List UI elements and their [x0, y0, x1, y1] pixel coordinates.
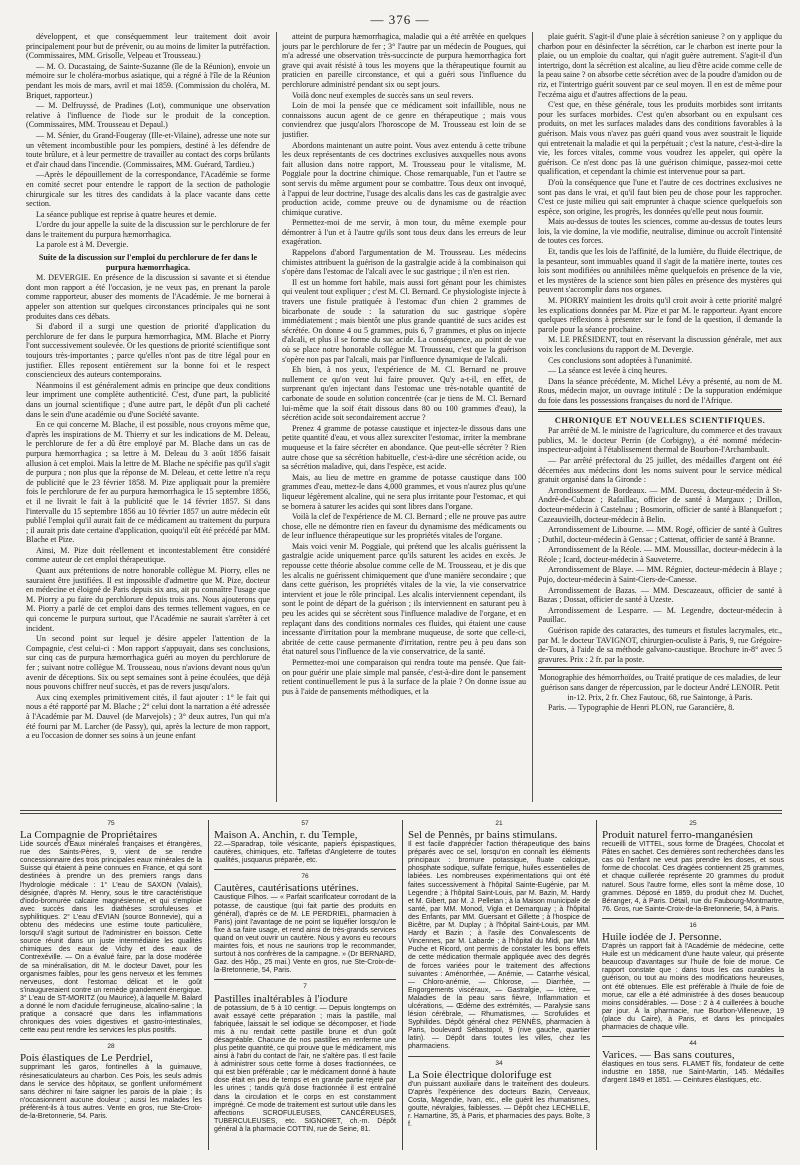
section-rule — [538, 667, 782, 670]
paragraph: Aux cinq exemples primitivement cités, il faut ajouter : 1° le fait qui nous a été rapporté par M. Blache ; 2° celui dont la narration a été adressée à l'Académie par M. Dauvel (de Marvejols) ; 3° deux autres, l'un qui m'a été fourni par M. Larcher (de Passy), qui, après la lecture de mon rapport, a eu l'occasion de donner ses soins à un jeune enfant — [26, 692, 270, 741]
column-divider — [276, 32, 277, 802]
ad-divider — [208, 820, 209, 1150]
paragraph: — M. Sénier, du Grand-Fougeray (Ille-et-Vilaine), adresse une note sur un vêtement incombustible pour les pompiers, destiné à les défendre de toute brûlure, et à leur permettre de travailler au contact des corps brûlants et d'air chaud dans l'incendie. (Commissaires, MM. Guérard, Tardieu.) — [26, 130, 270, 169]
advertisement — [214, 983, 396, 1134]
paragraph: Et, tandis que les lois de l'affinité, de la lumière, du fluide électrique, de la pesanteur, sont immuables quand il s'agit de la matière inerte, toutes ces lois sont modifiées ou annihilées même quelquefois en présence de la vie, et les mystères de la science sont bien pâles en présence des mystères qui peuvent s'accomplir dans nos organes. — [538, 247, 782, 295]
ad-separator — [408, 1056, 590, 1057]
ad-text: Il est facile d'apprécier l'action thérapeutique des bains préparés avec ce sel, lorsqu'on en connaît les éléments principaux : bromure potassique, fluate calcique, phosphate sodique, sulfate ferrique, huiles essentielles de labiées. Les nombreuses expérimentations qui ont été faites successivement à l'hôpital Sainte-Eugénie, par M. Legendre ; à l'hôpital Saint-Louis, par M. Bazin, M. Hardy et M. Gibert, par M. J. Pelletan ; à la Maison municipale de santé, par MM. Monod, Vigla et Demarquay ; à l'hôpital des Enfants, par MM. Guersant et Gillette ; à l'hospice de Bicêtre, par M. Duplay ; à l'hôpital Saint-Louis, par MM. Hardy et Bazin ; à l'asile des Convalescents de Vincennes, par M. Labarde ; à l'hôpital du Midi, par MM. Puche et Ricord, ont permis de constater les bons effets de cette médication thermale appliquée avec des degrés de forces variées pour le traitement des affections suivantes : Aménorrhée, — Anémie, — Catarrhe vésical, — Chloro-anémie, — Chlorose, — Diarrhée, — Engorgements viscéraux, — Gastralgie, — Ictère, — Maladies de la peau sans fièvre, Inflammation et ulcérations, — Œdème des extrémités, — Paralysie sans lésion cérébrale, — Rhumatismes, — Scrofulides et Syphilides. Dépôt général chez PENNÈS, pharmacien à Paris, boulevard Sébastopol, 9 (rive gauche, quartier latin). — Dépôt dans toutes les villes, chez les pharmaciens. — [408, 841, 590, 1051]
paragraph: Ces conclusions sont adoptées à l'unanimité. — [548, 355, 692, 365]
section-rule — [538, 409, 782, 412]
advertisement — [602, 1040, 784, 1085]
paragraph: Arrondissement de Bazas. — MM. Descazeaux, officier de santé à Bazas ; Dossat, officier de santé à Uzeste. — [538, 585, 782, 605]
ad-title: Pastilles inaltérables à l'iodure — [214, 992, 348, 1005]
ad-divider — [596, 820, 597, 1150]
paragraph: Arrondissement de Bordeaux. — MM. Ducesu, docteur-médecin à St-André-de-Cubzac ; Rafaillac, officier de santé à Margaux ; Drillon, docteur-médecin à Castelnau ; Bosmorin, officier de santé à Blanquefort ; Cazeauvieilh, docteur-médecin à Belin. — [538, 485, 782, 524]
paragraph: Voilà donc neuf exemples de succès sans un seul revers. — [292, 90, 474, 100]
ad-title: Pois élastiques de Le Perdriel, — [20, 1052, 153, 1065]
paragraph: La parole est à M. Devergie. — [36, 240, 129, 250]
ad-text: supprimant les garos, fontinelles à la guimauve, résinesaticulateurs au charbon. Ces Pois, les seuls admis dans le service des hôpitaux, se gonflent uniformément sans déchirer ni faire saigner les parois de la plaie ; ils n'occasionnent aucune douleur ; aussi les malades les préfèrent-ils à tous autres. Vente en gros, rue Ste-Croix-de-la-Bretonnerie, 54. Paris. — [20, 1064, 202, 1120]
paragraph: Dans la séance précédente, M. Michel Lévy a présenté, au nom de M. Rous, médecin major, un ouvrage intitulé : De la suppuration endémique du foie dans les possessions françaises du nord de l'Afrique. — [538, 376, 782, 405]
paragraph: Rappelons d'abord l'argumentation de M. Trousseau. Les médecins chimistes attribuent la guérison de la gastralgie acide à la combinaison qui s'opère dans l'estomac de l'alcali avec le suc gastrique ; il n'en est rien. — [282, 248, 526, 277]
ad-title: Varices. — Bas sans coutures, — [602, 1049, 735, 1062]
paragraph: Arrondissement de la Réole. — MM. Moussillac, docteur-médecin à la Réole ; Icard, docteur-médecin à Sauveterre. — [538, 545, 782, 564]
ad-title: Sel de Pennès, pr bains stimulans. — [408, 829, 558, 842]
paragraph: Mais, au lieu de mettre en gramme de potasse caustique dans 100 grammes d'eau, mettez-le dans 4,000 grammes, et vous n'aurez plus qu'une liqueur légèrement alcaline, qui ne sera plus irritante pour l'estomac, et qui se bornera à saturer les acides qui sont libres dans l'organe. — [282, 472, 526, 511]
ad-separator — [20, 1039, 202, 1040]
ad-text: D'après un rapport fait à l'Académie de médecine, cette Huile est un médicament d'une haute valeur, qui présente beaucoup d'avantages sur l'huile de foie de morue. Ce rapport constate que : dans tous les cas curables la guérison, ou tout au moins des modifications heureuses, ont été obtenues. Elle est préférable à l'huile de foie de morue, car elle a été administrée à des doses beaucoup moins considérables. — Dose : 2 à 4 cuillerées à bouche par jour. À la pharmacie, rue Bourbon-Villeneuve, 19 (place du Caire), à Paris, et dans les principales pharmacies de chaque ville. — [602, 943, 784, 1031]
advertisement — [20, 1043, 202, 1121]
ad-title: Cautères, cautérisations utérines. — [214, 882, 359, 895]
advertisement — [214, 873, 396, 975]
ad-title: La Compagnie de Propriétaires — [20, 829, 158, 842]
ad-text: 22.—Sparadrap, toile vésicante, papiers épispastiques, cautères, chimiques, etc. Taffetas d'Angleterre de toutes qualités, jusquarus préparée, etc. — [214, 841, 396, 865]
ad-title: Huile iodée de J. Personne. — [602, 931, 722, 944]
ad-number: 21 — [495, 820, 503, 827]
ad-text: élastiques en tous sens. FLAMET fils, fondateur de cette industrie en 1858, rue Saint-Martin, 145. Médailles d'argent 1849 et 1851. — Ceintures élastiques, etc. — [602, 1061, 784, 1085]
paragraph: Permettez-moi une comparaison qui rendra toute ma pensée. Que fait-on pour guérir une plaie simple mal pansée, c'est-à-dire dont le pansement retient continuellement le pus à la surface de la plaie ? On donne issue au pus à l'aide de pansements méthodiques, et la — [282, 658, 526, 696]
paragraph: Quant aux prétentions de notre honorable collègue M. Piorry, elles ne sauraient être justifiées. Il est impossible d'admettre que M. Pize, docteur en médecine et éloigné de Paris depuis six ans, ait pu connaître l'usage que M. Piorry a pu faire du perchlorure depuis trois ans. Nous ajouterons que M. Piorry a parlé de cet emploi dans des termes tellement vagues, en ce qui concerne le purpura surtout, que l'Académie ne saurait s'arrêter à cet incident. — [26, 566, 270, 633]
paragraph: — M. Delfruyssé, de Pradines (Lot), communique une observation relative à l'influence de l'iode sur le produit de la conception. (Commissaires, MM. Trousseau et Depaul.) — [26, 101, 270, 130]
ad-title: La Soie électrique dolorifuge est — [408, 1068, 552, 1081]
paragraph: M. PIORRY maintient les droits qu'il croit avoir à cette priorité malgré les explications données par M. Pize et par M. le rapporteur. Ayant encore quelques réflexions à présenter sur le fond de la question, il demande la parole pour la séance prochaine. — [538, 296, 782, 334]
paragraph: — Par arrêté préfectoral du 25 juillet, des médailles d'argent ont été décernées aux médecins dont les noms suivent pour le service médical gratuit organisé dans la Gironde : — [538, 455, 782, 485]
paragraph: La séance publique est reprise à quatre heures et demie. — [36, 209, 217, 219]
ad-number: 75 — [107, 820, 115, 827]
paragraph: En ce qui concerne M. Blache, il est possible, nous croyons même que, d'après les inspirations de M. Thierry et sur les indications de M. Deleau, le perchlorure de fer a dû être employé par M. Blache dans un cas de purpura hæmorrhagica ; sa lettre à M. Deleau du 3 août 1856 faisait allusion à cet emploi. Mais la lettre de M. Blache ne spécifie pas qu'il s'agit de purpura ; non plus que la réponse de M. Deleau, et cette lettre n'a reçu de publicité que le 23 février 1858. M. Pize appliquait pour la première fois le perchlorure de fer au purpura hæmorrhagica le 15 septembre 1856, et il ne livrait le fait à la publicité que le 14 février 1857. Si dans l'intervalle du 15 septembre 1856 au 10 février 1857 un autre médecin eût publié l'emploi qu'il aurait fait de ce médicament au traitement du purpura ; il aurait pris date certaine d'application, quoiqu'il eût été précédé par MM. Blache et Pize. — [26, 420, 270, 545]
advertisement — [602, 922, 784, 1032]
paragraph: atteint de purpura hæmorrhagica, maladie qui a été arrêtée en quelques jours par le perchlorure de fer ; 3° l'autre par un médecin de Pougues, qui m'a adressé une observation très-succincte de purpura hæmorrhagica fort grave qui avait résisté à tous les moyens que la thérapeutique fournit au praticien en pareille circonstance, et qui a guéri sous l'influence du perchlorure administré pendant six ou sept jours. — [282, 32, 526, 89]
paragraph: Voilà la clef de l'expérience de M. Cl. Bernard ; elle ne prouve pas autre chose, elle ne démontre rien en faveur du dynamisme des médicaments ou de leur influence thérapeutique sur les propriétés vitales de l'organe. — [282, 512, 526, 541]
paragraph: Abordons maintenant un autre point. Vous avez entendu à cette tribune les deux représentants de ces doctrines exclusives auxquelles nous avons fait allusion dans notre rapport, M. Trousseau pour le vitalisme, M. Poggiale pour la doctrine chimique. Chose remarquable, l'un et l'autre se sont servis du même argument pour se combattre. Tous deux ont invoqué, à l'appui de leur doctrine, l'usage des alcalis dans les cas de gastralgie avec production acide, comme preuve ou de dynamisme ou de réaction chimique curative. — [282, 140, 526, 217]
advertisement — [602, 820, 784, 914]
column-divider — [532, 32, 533, 802]
ad-column-1 — [20, 820, 202, 1150]
ads-separator — [20, 813, 782, 814]
paragraph: Mais voici venir M. Poggiale, qui prétend que les alcalis guérissent la gastralgie acide uniquement parce qu'ils saturent les acides en excès. Je repousse cette théorie absolue comme celle de M. Trousseau, et je dis que les alcalis ne guérissent chimiquement que d'une manière secondaire ; que dans cette guérison, les propriétés vitales de la vie, la vie conservatrice intervient et joue le rôle principal. Les alcalis interviennent cependant, ils sont le point de départ de la guérison ; ils interviennent en saturant peu à peu les acides qui se sécrètent sous l'influence maladive de l'organe, et en replaçant dans des conditions normales ces fluides, qui étaient une cause incessante d'irritation pour la membrane muqueuse, de sorte que celle-ci, abritée de cette cause permanente d'irritation, rentre peu à peu dans son état naturel sous l'influence de la vie conservatrice, de la santé. — [282, 541, 526, 657]
paragraph: Arrondissement de Blaye. — MM. Régnier, docteur-médecin à Blaye ; Pujo, docteur-médecin à Saint-Ciers-de-Canesse. — [538, 565, 782, 585]
text-column-3 — [538, 32, 782, 802]
advertisement — [20, 820, 202, 1035]
paragraph: Arrondissement de Lesparre. — M. Legendre, docteur-médecin à Pauillac. — [538, 605, 782, 625]
ad-number: 25 — [689, 820, 697, 827]
ad-number: 57 — [301, 820, 309, 827]
paragraph: Mais au-dessus de toutes les sciences, comme au-dessus de toutes leurs lois, la vie domine, la vie modifie, neutralise, diminue ou accroît l'intensité de toutes ces forces. — [538, 217, 782, 246]
ad-separator — [214, 869, 396, 870]
ad-title: Maison A. Anchin, r. du Temple, — [214, 829, 358, 842]
paragraph: Guérison rapide des cataractes, des tumeurs et fistules lacrymales, etc., par M. le docteur TAVIGNOT, chirurgien-oculiste à Paris, 9, rue Grégoire-de-Tours, à l'aide de sa méthode galvano-caustique. Brochure in-8° avec 5 gravures. Prix : 2 fr. par la poste. — [538, 626, 782, 664]
advertisements — [20, 820, 784, 1150]
paragraph: Ainsi, M. Pize doit réellement et incontestablement être considéré comme auteur de cet emploi thérapeutique. — [26, 545, 270, 565]
paragraph: Un second point sur lequel je désire appeler l'attention de la Compagnie, c'est celui-ci : Mon rapport s'appuyait, dans ses conclusions, sur cinq cas de purpura hæmorrhagica guéri au moyen du perchlorure de fer ; suivant notre collègue M. Trousseau, nous n'avions devant nous qu'un avenir de déceptions. Six ou sept semaines sont à peine écoulées, que déjà nous pouvons chiffrer neuf succès, et pas de revers jusqu'alors. — [26, 634, 270, 692]
paragraph: C'est que, en thèse générale, tous les produits morbides sont irritants pour les surfaces morbides. C'est qu'en absorbant ou en expulsant ces produits, on met les surfaces malades dans des conditions favorables à la guérison. Mais vous n'avez pas guéri quand vous avez soustrait le liquide qui entretenait la maladie et qui la perpétuait ; c'est la nature, c'est-à-dire la vie, les forces vitales, comme vous voudrez les appeler, qui opère la guérison. Ce n'est donc pas là une guérison chimique, passez-moi cette qualification, et cependant la chimie est intervenue pour sa part. — [538, 100, 782, 177]
ad-title: Produit naturel ferro-manganésien — [602, 829, 753, 842]
text-column-1 — [26, 32, 270, 802]
paragraph: D'où la conséquence que l'une et l'autre de ces doctrines exclusives ne sont pas dans le vrai, et qu'il faut bien peu de chose pour les rapprocher. C'est ce juste milieu qui sait emprunter à chaque science quelquefois son espèce, son origine, les progrès, les données qu'elle peut nous fournir. — [538, 177, 782, 216]
ad-column-3 — [408, 820, 590, 1150]
ad-number: 16 — [689, 921, 697, 929]
ad-number: 7 — [303, 983, 307, 991]
advertisement — [408, 820, 590, 1052]
advertisement — [214, 820, 396, 865]
paragraph: M. DEVERGIE. En présence de la discussion si savante et si étendue dont mon rapport a été l'occasion, je ne veux pas, en prenant la parole comme rapporteur, abuser des moments de l'Académie. Je me bornerai à appeler son attention sur quelques circonstances principales qui ne sont produites dans ces débats. — [26, 273, 270, 321]
ad-text: Caustique Filhos. — « Parfait scarificateur corrodant de la potasse, de caustique (qui fait partie des produits en général), d'après ce de M. LE PERDRIEL, pharmacien à Paris) joint l'avantage de ne point se liquéfier lorsqu'on le fixe à sa faire usage, et rend ainsi de très-grands services quand on veut ouvrir un cautère. Nous y avons eu recours maintes fois, et nous ne saurions trop le recommander, surtout à nos confrères de la campagne. » (Dr BERNARD, Gaz. des Hôp., 25 mai.) Vente en gros, rue Ste-Croix-de-la-Bretonnerie, 54, Paris. — [214, 894, 396, 975]
paragraph: — M. O. Ducastaing, de Sainte-Suzanne (île de la Réunion), envoie un mémoire sur le choléra-morbus asiatique, qui a régné à l'île de la Réunion pendant les mois de mars, avril et mai 1859. (Commission du choléra, M. Briquet, rapporteur.) — [26, 61, 270, 100]
ad-column-2 — [214, 820, 396, 1150]
page-number: — 376 — — [370, 12, 430, 27]
paragraph: Monographie des hémorrhoïdes, ou Traité pratique de ces maladies, de leur guérison sans danger de répercussion, par le docteur André LENOIR. Petit in-12. Prix, 2 fr. Chez Fautouc, 68, rue Saintonge, à Paris. — [539, 673, 781, 702]
paragraph: Par arrêté de M. le ministre de l'agriculture, du commerce et des travaux publics, M. le docteur Perrin (de Corbigny), a été nommé médecin-inspecteur-adjoint à l'établissement thermal de Bourbon-l'Archambault. — [538, 426, 782, 455]
paragraph: Suite de la discussion sur l'emploi du perchlorure de fer dans le purpura hæmorrhagica. — [38, 253, 258, 272]
paragraph: Il est un homme fort habile, mais aussi fort génant pour les chimistes qui veulent tout expliquer ; c'est M. Cl. Bernard. Ce physiologiste injecte à travers une fistule pratiquée à l'estomac d'un chien 2 grammes de bicarbonate de soude : la saturation du suc gastrique s'opère immédiatement ; mais bientôt une plus grande quantité de sucs acides est sécrétée. On donne 4 ou 5 grammes, puis 6, 7 grammes, et plus on injecte d'alcali, et plus il se forme du suc acide. La conséquence, au point de vue où se place notre honorable collègue M. Trousseau, c'est que la guérison s'opère non pas par l'alcali, mais par l'influence dynamique de l'alcali. — [282, 277, 526, 364]
ad-text: de potassium, de 5 à 10 centigr. — Depuis longtemps on avait essayé cette préparation ; mais la pastille, mal fabriquée, laissait le sel iodique se décomposer, et l'iode mis à nu rendait cette pastille brune et d'un goût désagréable. Chacune de nos pastilles en renferme une plus petite quantité, ce qui prouve que le médicament, mis ainsi à l'abri du contact de l'air, ne s'altère pas. Il est facile à administrer sous cette forme à doses fractionnées, ce qui est bien préférable ; car le médicament donné à haute dose était en peu de temps et en grande partie rejeté par les urines ; tandis qu'à dose fractionnée il est entraîné dans la circulation et le corps en est constamment imprégné. Ce mode de traitement est surtout utile dans les affections SCROFULEUSES, CANCÉREUSES, TUBERCULEUSES, etc. SIGNORET, ch.-m. Dépôt général à la pharmacie COTTIN, rue de Seine, 81. — [214, 1004, 396, 1133]
text-column-2 — [282, 32, 526, 802]
advertisement — [408, 1060, 590, 1130]
ad-number: 28 — [107, 1043, 115, 1051]
paragraph: développent, et que conséquemment leur traitement doit avoir principalement pour but de prévenir, ou au moins de limiter la putréfaction. (Commissaires, MM. Grisolle, Velpeau et Trousseau.) — [26, 32, 270, 61]
paragraph: Si d'abord il a surgi une question de priorité d'application du perchlorure de fer dans le purpura hæmorrhagica, MM. Blache et Piorry l'ont successivement soulevée. Or les questions de priorité scientifique sont toujours très-importantes ; parce qu'elles n'ont pas de titre légal pour en justifier. Elles reposent entièrement sur la bonne foi et le respect consciencieux des auteurs contemporains. — [26, 322, 270, 380]
paragraph: —Après le dépouillement de la correspondance, l'Académie se forme en comité secret pour entendre le rapport de la section de pathologie chirurgicale sur les titres des candidats à la place vacante dans cette section. — [26, 170, 270, 209]
paragraph: Eh bien, à nos yeux, l'expérience de M. Cl. Bernard ne prouve nullement ce qu'on veut lui faire prouver. Qu'y a-t-il, en effet, de surprenant qu'en injectant dans l'estomac une très-notable quantité de carbonate de soude en solution concentrée (car je tiens de M. Cl. Bernard lui-même que la soif était dissous dans 80 ou 100 grammes d'eau), la sécrétion acide soit secondairement accrue ? — [282, 365, 526, 423]
paragraph: Paris. — Typographie de Henri PLON, rue Garancière, 8. — [548, 703, 735, 713]
paragraph: Loin de moi la pensée que ce médicament soit infaillible, nous ne connaissons aucun agent de ce genre en thérapeutique ; mais vous conviendrez que jusqu'alors l'horoscope de M. Trousseau est loin de se justifier. — [282, 101, 526, 139]
paragraph: Néanmoins il est généralement admis en principe que deux conditions leur impriment une complète authenticité. C'est, d'une part, la publicité dans un journal scientifique ; d'une autre part, le dépôt d'un pli cacheté dans le sein d'une académie ou d'une Société savante. — [26, 380, 270, 419]
ad-separator — [602, 1036, 784, 1037]
ad-number: 44 — [689, 1040, 697, 1048]
paragraph: Arrondissement de Libourne. — MM. Rogé, officier de santé à Guîtres ; Duthil, docteur-médecin à Gensac ; Cattenat, officier de santé à Branne. — [538, 525, 782, 544]
ad-number: 34 — [495, 1059, 503, 1067]
paragraph: M. LE PRÉSIDENT, tout en réservant la discussion générale, met aux voix les conclusions du rapport de M. Devergie. — [538, 335, 782, 354]
paragraph: CHRONIQUE ET NOUVELLES SCIENTIFIQUES. — [554, 414, 766, 425]
paragraph: Prenez 4 gramme de potasse caustique et injectez-le dissous dans une petite quantité d'eau, et vous allez surexciter l'estomac, irriter la membrane muqueuse et la faire sécréter en abondance. Que peut-elle sécréter ? Rien autre chose que sa sécrétion habituelle, c'est-à-dire une sécrétion acide, ou sa sécrétion maladive, qui, dans l'espèce, est acide. — [282, 423, 526, 472]
ad-divider — [402, 820, 403, 1150]
paragraph: — La séance est levée à cinq heures. — [548, 366, 668, 376]
paragraph: L'ordre du jour appelle la suite de la discussion sur le perchlorure de fer dans le traitement du purpura hæmorrhagica. — [26, 220, 270, 239]
ad-column-4 — [602, 820, 784, 1150]
ad-separator — [214, 979, 396, 980]
paragraph: plaie guérit. S'agit-il d'une plaie à sécrétion sanieuse ? on y applique du charbon pour en désinfecter la sécrétion, car le charbon est inerte pour la plaie, ou un emploie du coaltar, qui n'agit guère autrement. S'agit-il d'un intertrigo, dont la sécrétion est alcaline, au lieu d'être acide comme celle de la peau saine ? on absorbe cette sécrétion avec de la poudre d'amidon ou de riz, et l'intertrigo guérit souvent par ce seul moyen. Il en est de même pour l'eczéma aigu et d'autres affections de la peau. — [538, 32, 782, 99]
ad-text: recueilli de VITTEL, sous forme de Dragées, Chocolat et Pâtes en sachet. Ces dernières sont recherchées dans les cas où l'enfant ne veut pas prendre les doses, et sous forme de chocolat. Ces dragées contiennent 25 grammes, et chaque cuillerée représente 20 grammes du produit naturel. Sous l'autre forme, elles sont la même dose, 10 grammes. Déposé en 1859, du produit chez M. Duchet, Béranger, 4, à Paris. Détail, rue du Faubourg-Montmartre, 76. Gros, rue Sainte-Croix-de-la-Bretonnerie, 54, à Paris. — [602, 841, 784, 913]
ad-text: Lide sources d'Eaux minérales françaises et étrangères, rue des Saints-Pères, 9, vient de se rendre concessionnaire des trois principales eaux minérales de la Suisse qui étaient à peine connues en France, et qui sont destinées à prendre un des premiers rangs dans l'hydrologie médicale : 1° L'eau de SAXON (Valais), désignée, d'après M. Henry, sous le titre caractéristique d'iodo-bromurée calcaire magnésienne, et qui s'emploie avec succès dans les diathèses scrofuleuses et syphilitiques. 2° L'eau d'EVIAN (source Bonnevie), qui a obtenu des médecins une estime toute particulière, lorsqu'il s'agit surtout de l'administrer en boisson. Cette source réunit dans un juste intermédiaire les qualités chimiques des eaux de Vichy et des eaux de Contrexéville. — On a évalué faire, par la dose modérée de sa minéralisation, dit M. le docteur Davet, pour les organismes faibles, pour les gens nerveux et les femmes nerveuses, dont l'estomac délicat et le goût s'inaugureraient contre un remède grandement énergique. 3° L'eau de ST-MORITZ (ou Maurice), à laquelle M. Balard a donné le nom d'acidule ferrugineuse, alcalino-saline ; la pratique a consacré que dans les inflammations chroniques des voies digestives et gastro-intestinales, cette eau peut rendre les services les plus positifs. — [20, 841, 202, 1035]
ad-number: 76 — [301, 873, 309, 881]
paragraph: Permettez-moi de me servir, à mon tour, du même exemple pour démontrer à l'un et à l'autre qu'ils sont tous deux dans les erreurs de leur exagération. — [282, 218, 526, 247]
ads-separator — [20, 810, 782, 811]
ad-separator — [602, 918, 784, 919]
ad-text: d'un puissant auxiliaire dans le traitement des douleurs. D'après l'expérience des docteurs Bazin, Cerveaux, Costa, Magendie, Ivan, etc., elle guérit les rhumatismes, goutte, névralgies, faiblesses. — Dépôt chez LECHELLE, r. Hamartine, 35, à Paris, et pharmacies des pays. Boîte, 3 f. — [408, 1080, 590, 1129]
